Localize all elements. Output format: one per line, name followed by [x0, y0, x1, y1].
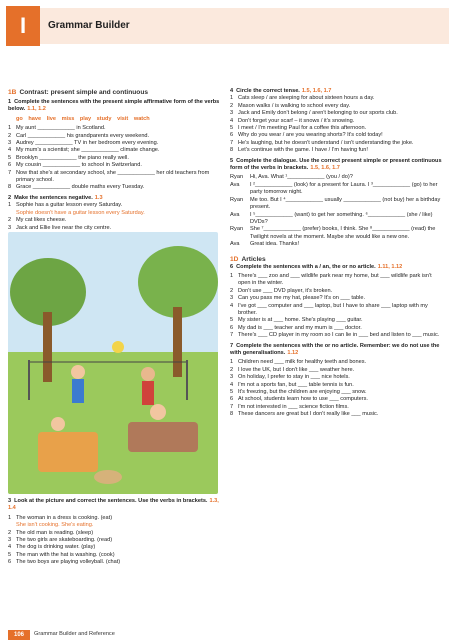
list-item: 3 Can you pass me my hat, please? It's on ___ table.	[230, 295, 442, 302]
section-1d-title	[230, 255, 442, 264]
item-text: My sister is at ___ home. She's playing ___ guitar.	[238, 317, 363, 324]
list-item: 3 Audrey ____________ TV in her bedroom every evening.	[8, 140, 220, 147]
exercise-number: 2	[8, 194, 12, 201]
item-text: Let's continue with the game. I have / I'm having fun!	[238, 147, 368, 154]
dialogue-line	[230, 241, 442, 248]
exercise-number: 4	[230, 88, 234, 94]
item-text: Now that she's at secondary school, she ____________ her old teachers from primary school.	[16, 169, 210, 184]
item-text: Don't use ___ DVD player, it's broken.	[238, 287, 333, 294]
list-item: 5 My sister is at ___ home. She's playing ___ guitar.	[230, 317, 442, 324]
exercise-4-items	[230, 95, 442, 154]
list-item: 2 My cat likes cheese.	[8, 217, 220, 224]
item-text: Sophie has a guitar lesson every Saturday.	[16, 202, 123, 209]
item-text: My cousin ____________ to school in Switzerland.	[16, 162, 142, 169]
exercise-7-items	[230, 359, 442, 418]
example-answer: She isn't cooking. She's eating.	[16, 522, 94, 529]
item-text: Children need ___ milk for healthy teeth and bones.	[238, 359, 367, 366]
section-title-text: Contrast: present simple and continuous	[19, 89, 149, 96]
example-answer: Sophie doesn't have a guitar lesson every Saturday.	[16, 209, 145, 216]
exercise-3-heading	[8, 498, 220, 513]
section-title-text: Articles	[241, 255, 266, 263]
speech: Me too. But I ⁴____________ usually ____________ (not buy) her a birthday present.	[250, 196, 441, 211]
list-item: 4 I've got ___ computer and ___ laptop, but I have to share ___ laptop with my brother.	[230, 303, 442, 318]
right-column	[230, 88, 442, 419]
item-text: There's ___ CD player in my room so I can lie in ___ bed and listen to ___ music.	[238, 332, 440, 339]
list-item: 5 It's freezing, but the children are enjoying ___ snow.	[230, 389, 442, 396]
exercise-instruction: Complete the sentences with a / an, the or no article.	[236, 263, 376, 270]
item-text: The man with the hat is washing. (cook)	[16, 551, 115, 558]
list-item: 8 These dancers are great but I don't really like ___ music.	[230, 411, 442, 418]
speech: Hi, Ava. What ¹____________ (you / do)?	[250, 174, 353, 181]
list-item: 3 Jack and Emily don't belong / aren't belonging to our sports club.	[230, 110, 442, 117]
item-text: The dog is drinking water. (play)	[16, 544, 96, 551]
item-text: The old man is reading. (sleep)	[16, 529, 94, 536]
list-item: 1 There's ___ zoo and ___ wildlife park near my home, but ___ wildlife park isn't open in the winter.	[230, 273, 442, 288]
exercise-number: 1	[8, 99, 12, 105]
item-text: It's freezing, but the children are enjoying ___ snow.	[238, 389, 367, 396]
exercise-1-items	[8, 125, 220, 192]
item-text: I've got ___ computer and ___ laptop, but I have to share ___ laptop with my brother.	[238, 302, 428, 316]
item-text: Mason walks / is walking to school every day.	[238, 102, 351, 109]
item-text: Don't forget your scarf – it snows / it's snowing.	[238, 117, 355, 124]
reference-link[interactable]: 1.3, 1.4	[8, 498, 219, 512]
speaker: Ava	[230, 211, 240, 218]
reference-link[interactable]: 1.11, 1.12	[377, 263, 403, 270]
item-text: I'm not interested in ___ science fiction films.	[238, 403, 349, 410]
list-item: 6 My cousin ____________ to school in Switzerland.	[8, 162, 220, 169]
list-item: 7 I'm not interested in ___ science fiction films.	[230, 404, 442, 411]
page-title: Grammar Builder	[48, 20, 130, 31]
item-text: Why do you wear / are you wearing shorts? It's cold today!	[238, 132, 383, 139]
list-item: 6 The two boys are playing volleyball. (chat)	[8, 559, 220, 566]
item-text: Grace ____________ double maths every Tuesday.	[16, 184, 145, 191]
speaker: Ava	[230, 241, 240, 248]
speaker: Ryan	[230, 196, 244, 203]
item-text: These dancers are great but I don't really like ___ music.	[238, 411, 379, 418]
list-item: 2 Carl ____________ his grandparents every weekend.	[8, 133, 220, 140]
exercise-6-heading	[230, 264, 442, 271]
exercise-instruction: Complete the sentences with the or no article. Remember: we do not use the with generalisations.	[230, 342, 440, 356]
item-text: He's laughing, but he doesn't understand / isn't understanding the joke.	[238, 139, 414, 146]
exercise-4-heading	[230, 88, 442, 95]
list-item: 1 Children need ___ milk for healthy teeth and bones.	[230, 359, 442, 366]
item-text: There's ___ zoo and ___ wildlife park near my home, but ___ wildlife park isn't open in the winter.	[238, 272, 432, 287]
speech: Great idea. Thanks!	[250, 241, 300, 248]
list-item: 1 Cats sleep / are sleeping for about sixteen hours a day.	[230, 95, 442, 102]
item-text: The two boys are playing volleyball. (chat)	[16, 559, 121, 566]
list-item: 5 The man with the hat is washing. (cook)	[8, 552, 220, 559]
item-text: Cats sleep / are sleeping for about sixteen hours a day.	[238, 95, 375, 102]
park-scene-illustration	[8, 232, 218, 494]
exercise-number: 7	[230, 342, 234, 349]
section-code: 1B	[8, 89, 17, 96]
item-text: Brooklyn ____________ the piano really well.	[16, 154, 129, 161]
exercise-instruction: Look at the picture and correct the sentences. Use the verbs in brackets.	[14, 498, 208, 504]
exercise-number: 3	[8, 498, 12, 504]
list-item: 7 Now that she's at secondary school, she ____________ her old teachers from primary school.	[8, 170, 220, 185]
reference-link[interactable]: 1.12	[287, 350, 299, 356]
speech: She ⁷____________ (prefer) books, I think. She ⁸____________ (read) the Twilight novels at the moment. Maybe she would like a new one.	[250, 226, 436, 240]
list-item: 3 Jack and Ellie live near the city centre.	[8, 225, 220, 232]
list-item: 2 Mason walks / is walking to school every day.	[230, 103, 442, 110]
reference-link[interactable]: 1.1, 1.2	[27, 106, 46, 113]
reference-link[interactable]: 1.3	[94, 194, 103, 201]
park-scene-image	[8, 232, 218, 494]
exercise-2-heading	[8, 195, 220, 202]
list-item: 7 He's laughing, but he doesn't understand / isn't understanding the joke.	[230, 140, 442, 147]
list-item: 3 On holiday, I prefer to stay in ___ nice hotels.	[230, 374, 442, 381]
speech: I ⁵____________ (want) to get her something. ⁶____________ (she / like) DVDs?	[250, 211, 433, 225]
list-item: 7 There's ___ CD player in my room so I can lie in ___ bed and listen to ___ music.	[230, 332, 442, 339]
list-item: 6 Why do you wear / are you wearing shorts? It's cold today!	[230, 132, 442, 139]
item-text: The woman in a dress is cooking. (eat)	[16, 514, 113, 521]
item-text: On holiday, I prefer to stay in ___ nice hotels.	[238, 374, 350, 381]
item-text: Jack and Ellie live near the city centre.	[16, 224, 112, 231]
left-column	[8, 88, 220, 254]
item-text: My mum's a scientist; she ____________ climate change.	[16, 147, 160, 154]
speaker: Ryan	[230, 226, 244, 233]
list-item: 6 At school, students learn how to use ___ computers.	[230, 396, 442, 403]
exercise-1-heading	[8, 99, 220, 114]
dialogue-line	[230, 212, 442, 227]
item-text: Carl ____________ his grandparents every weekend.	[16, 132, 150, 139]
speech: I ²____________ (look) for a present for Laura. I ³____________ (go) to her party tomorrow night.	[250, 181, 438, 196]
list-item: 8 Let's continue with the game. I have / I'm having fun!	[230, 147, 442, 154]
exercise-7-heading	[230, 343, 442, 358]
dialogue-line	[230, 197, 442, 212]
footer-text: Grammar Builder and Reference	[34, 631, 115, 637]
list-item: 6 My dad is ___ teacher and my mum is ___ doctor.	[230, 325, 442, 332]
list-item: 1 My aunt ____________ in Scotland.	[8, 125, 220, 132]
dialogue-line	[230, 174, 442, 181]
item-text: My aunt ____________ in Scotland.	[16, 125, 106, 132]
list-item: 2 Don't use ___ DVD player, it's broken.	[230, 288, 442, 295]
section-badge: I	[6, 6, 40, 46]
list-item: 2 I love the UK, but I don't like ___ weather here.	[230, 367, 442, 374]
item-text: Jack and Emily don't belong / aren't belonging to our sports club.	[238, 110, 398, 117]
list-item: 5 I meet / I'm meeting Paul for a coffee this afternoon.	[230, 125, 442, 132]
list-item: 3 The two girls are skateboarding. (read)	[8, 537, 220, 544]
speaker: Ryan	[230, 174, 244, 181]
item-text: Audrey ____________ TV in her bedroom every evening.	[16, 140, 159, 147]
list-item: 5 Brooklyn ____________ the piano really well.	[8, 155, 220, 162]
item-text: I'm not a sports fan, but ___ table tennis is fun.	[238, 381, 354, 388]
exercise-6-items	[230, 273, 442, 340]
word-bank: go have live miss play study visit watch	[16, 115, 150, 122]
exercise-5-heading	[230, 158, 442, 173]
list-item: 2 The old man is reading. (sleep)	[8, 530, 220, 537]
item-text: My cat likes cheese.	[16, 217, 67, 224]
section-code: 1D	[230, 255, 239, 263]
speaker: Ava	[230, 181, 240, 188]
list-item: 4 Don't forget your scarf – it snows / it's snowing.	[230, 118, 442, 125]
item-text: I meet / I'm meeting Paul for a coffee this afternoon.	[238, 125, 367, 132]
exercise-instruction: Make the sentences negative.	[14, 194, 93, 201]
item-text: My dad is ___ teacher and my mum is ___ doctor.	[238, 324, 362, 331]
reference-link[interactable]: 1.5, 1.6, 1.7	[301, 88, 332, 94]
reference-link[interactable]: 1.5, 1.6, 1.7	[310, 165, 340, 172]
item-text: I love the UK, but I don't like ___ weather here.	[238, 366, 355, 373]
section-1b-title	[8, 88, 220, 97]
exercise-number: 6	[230, 263, 234, 270]
exercise-3	[8, 498, 220, 567]
item-text: At school, students learn how to use ___ computers.	[238, 396, 368, 403]
exercise-3-items	[8, 515, 220, 567]
dialogue-line	[230, 226, 442, 241]
list-item: 1 The woman in a dress is cooking. (eat)	[8, 515, 220, 522]
list-item: 1 Sophie has a guitar lesson every Saturday.	[8, 202, 220, 209]
exercise-number: 5	[230, 157, 234, 164]
exercise-instruction: Circle the correct tense.	[236, 88, 300, 94]
page-number: 106	[8, 630, 30, 640]
item-text: The two girls are skateboarding. (read)	[16, 537, 113, 544]
list-item: 4 I'm not a sports fan, but ___ table tennis is fun.	[230, 382, 442, 389]
exercise-instruction: Complete the dialogue. Use the correct present simple or present continuous form of the verbs in brackets.	[230, 157, 442, 172]
exercise-instruction: Complete the sentences with the present simple affirmative form of the verbs below.	[8, 99, 220, 113]
exercise-5-dialogue	[230, 174, 442, 248]
item-text: Can you pass me my hat, please? It's on ___ table.	[238, 295, 366, 302]
list-item: 8 Grace ____________ double maths every Tuesday.	[8, 184, 220, 191]
list-item: 4 The dog is drinking water. (play)	[8, 544, 220, 551]
dialogue-line	[230, 182, 442, 197]
list-item: 4 My mum's a scientist; she ____________ climate change.	[8, 147, 220, 154]
